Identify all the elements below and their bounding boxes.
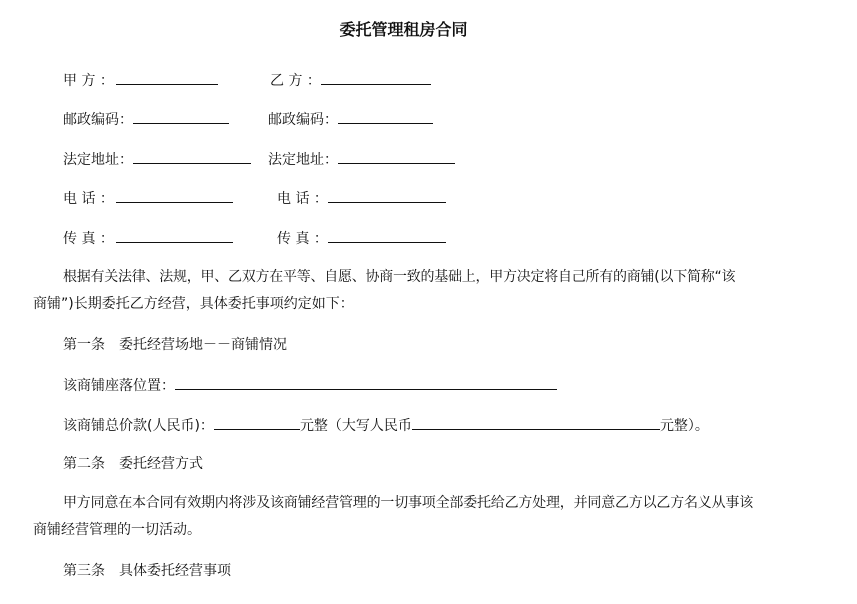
party-b-label: 乙 方 ： [270, 73, 321, 89]
article-2-line-2: 商铺经营管理的一切活动。 [33, 522, 201, 538]
price-blank[interactable] [214, 415, 300, 430]
party-a-fax-row [63, 228, 233, 248]
party-a-fax-blank[interactable] [116, 228, 233, 243]
party-b-row [270, 70, 431, 90]
fax-label: 传 真 ： [63, 231, 114, 247]
location-blank[interactable] [175, 375, 557, 390]
party-a-phone-blank[interactable] [116, 188, 233, 203]
postcode-label: 邮政编码： [63, 112, 133, 128]
intro-line-2: 商铺”)长期委托乙方经营，具体委托事项约定如下： [33, 296, 354, 312]
party-a-blank[interactable] [116, 70, 218, 85]
party-a-phone-row [63, 188, 233, 208]
article-2-heading: 第二条 委托经营方式 [63, 456, 203, 472]
price-row [63, 415, 709, 435]
party-b-postcode-blank[interactable] [338, 109, 433, 124]
party-a-row [63, 70, 218, 90]
party-b-postcode-row [268, 109, 433, 129]
party-a-address-row [63, 149, 251, 169]
price-words-blank[interactable] [412, 415, 660, 430]
price-label: 该商铺总价款(人民币)： [63, 418, 214, 434]
location-label: 该商铺座落位置： [63, 378, 175, 394]
party-b-fax-row [277, 228, 446, 248]
postcode-label: 邮政编码： [268, 112, 338, 128]
address-label: 法定地址： [268, 152, 338, 168]
party-a-label: 甲 方 ： [63, 73, 114, 89]
article-3-heading: 第三条 具体委托经营事项 [63, 563, 231, 579]
party-b-blank[interactable] [321, 70, 431, 85]
fax-label: 传 真 ： [277, 231, 328, 247]
address-label: 法定地址： [63, 152, 133, 168]
party-b-fax-blank[interactable] [328, 228, 446, 243]
location-row [63, 375, 557, 395]
phone-label: 电 话 ： [277, 191, 328, 207]
party-b-phone-blank[interactable] [328, 188, 446, 203]
party-a-postcode-blank[interactable] [133, 109, 229, 124]
party-b-address-blank[interactable] [338, 149, 455, 164]
intro-line-1: 根据有关法律、法规，甲、乙双方在平等、自愿、协商一致的基础上，甲方决定将自己所有的商铺(以下简称“该 [63, 269, 736, 285]
party-a-postcode-row [63, 109, 229, 129]
phone-label: 电 话 ： [63, 191, 114, 207]
party-a-address-blank[interactable] [133, 149, 251, 164]
price-end: 元整）。 [659, 418, 709, 434]
price-mid: 元整（大写人民币 [299, 418, 412, 434]
party-b-phone-row [277, 188, 446, 208]
article-2-line-1: 甲方同意在本合同有效期内将涉及该商铺经营管理的一切事项全部委托给乙方处理，并同意乙方以乙方名义从事该 [63, 495, 753, 511]
document-title: 委托管理租房合同 [339, 20, 468, 39]
party-b-address-row [268, 149, 455, 169]
article-1-heading: 第一条 委托经营场地－－商铺情况 [63, 337, 287, 353]
